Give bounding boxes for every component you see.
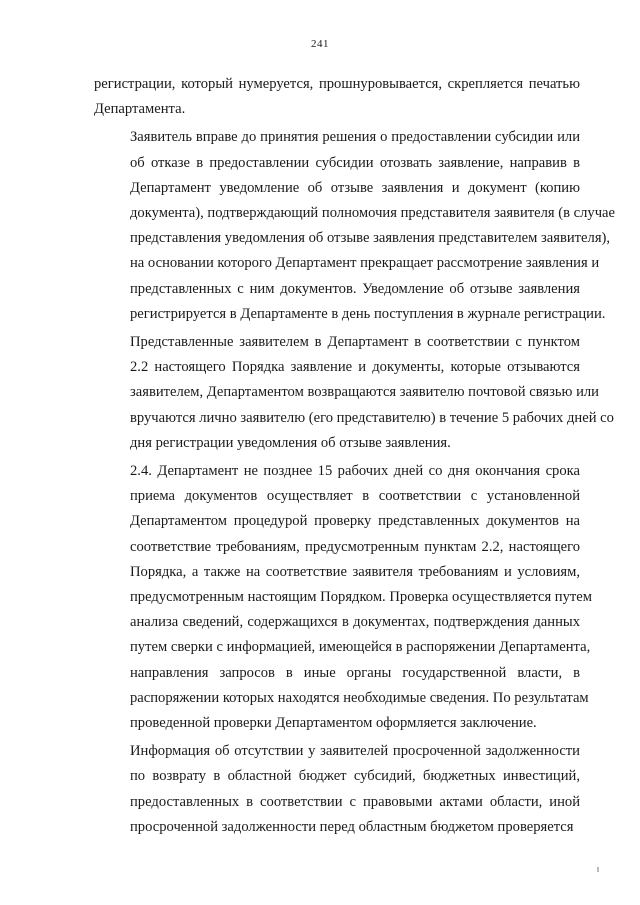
paragraph <box>94 330 614 456</box>
paragraph <box>94 459 592 736</box>
text-line: анализа сведений, содержащихся в документах, подтверждения данных <box>130 614 580 631</box>
scan-artifact <box>597 867 599 872</box>
text-line: заявителем, Департаментом возвращаются заявителю почтовой связью или <box>130 384 599 401</box>
paragraph <box>94 125 616 327</box>
text-line: документа), подтверждающий полномочия представителя заявителя (в случае <box>130 205 616 222</box>
text-line: направления запросов в иные органы государственной власти, в <box>130 664 580 681</box>
document-body <box>94 72 616 840</box>
text-line: Департамент уведомление об отзыве заявления и документ (копию <box>130 179 580 196</box>
text-line: путем сверки с информацией, имеющейся в распоряжении Департамента, <box>130 639 591 656</box>
text-line: просроченной задолженности перед областным бюджетом проверяется <box>130 818 574 835</box>
text-line: проведенной проверки Департаментом оформляется заключение. <box>130 715 537 732</box>
paragraph <box>94 739 580 840</box>
text-line: предусмотренным настоящим Порядком. Проверка осуществляется путем <box>130 589 592 606</box>
text-line: об отказе в предоставлении субсидии отозвать заявление, направив в <box>130 154 580 171</box>
text-line: распоряжении которых находятся необходимые сведения. По результатам <box>130 689 589 706</box>
text-line: соответствие требованиям, предусмотренным пунктам 2.2, настоящего <box>130 538 580 555</box>
text-line: Заявитель вправе до принятия решения о предоставлении субсидии или <box>130 129 580 146</box>
text-line: по возврату в областной бюджет субсидий, бюджетных инвестиций, <box>130 768 580 785</box>
text-line: дня регистрации уведомления об отзыве заявления. <box>130 434 451 451</box>
text-line: приема документов осуществляет в соответствии с установленной <box>130 488 580 505</box>
text-line: вручаются лично заявителю (его представителю) в течение 5 рабочих дней со <box>130 409 614 426</box>
text-line: представленных с ним документов. Уведомление об отзыве заявления <box>130 280 580 297</box>
text-line: регистрируется в Департаменте в день поступления в журнале регистрации. <box>130 305 606 322</box>
text-line: предоставленных в соответствии с правовыми актами области, иной <box>130 793 580 810</box>
text-line: Порядка, а также на соответствие заявителя требованиям и условиям, <box>130 563 580 580</box>
text-line: Представленные заявителем в Департамент в соответствии с пунктом <box>130 334 580 351</box>
text-line: Департаментом процедурой проверку представленных документов на <box>130 513 580 530</box>
text-line: Информация об отсутствии у заявителей просроченной задолженности <box>130 743 580 760</box>
text-line: регистрации, который нумеруется, прошнуровывается, скрепляется печатью <box>94 76 580 92</box>
text-line: представления уведомления об отзыве заявления представителем заявителя), <box>130 230 611 247</box>
paragraph <box>94 72 580 122</box>
text-line: на основании которого Департамент прекращает рассмотрение заявления и <box>130 255 600 272</box>
text-line: 2.2 настоящего Порядка заявление и документы, которые отзываются <box>130 359 580 376</box>
text-line: 2.4. Департамент не позднее 15 рабочих дней со дня окончания срока <box>130 463 580 480</box>
text-line: Департамента. <box>94 101 186 118</box>
page-number: 241 <box>311 38 329 50</box>
